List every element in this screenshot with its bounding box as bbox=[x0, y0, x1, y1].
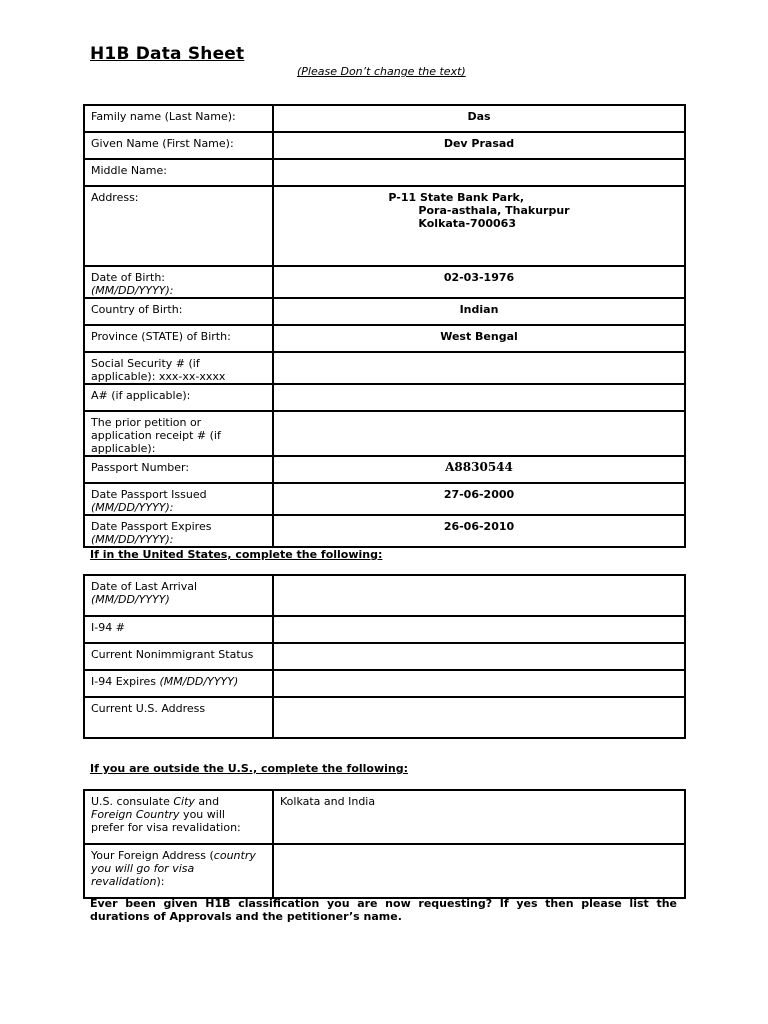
country-of-birth-value[interactable]: Indian bbox=[273, 298, 685, 325]
consulate-label-city: City bbox=[173, 795, 195, 808]
us-address-label: Current U.S. Address bbox=[84, 697, 273, 738]
outside-info-table bbox=[83, 789, 686, 899]
passport-expires-format-hint: (MM/DD/YYYY): bbox=[91, 533, 174, 546]
province-of-birth-value[interactable]: West Bengal bbox=[273, 325, 685, 352]
row-nonimmigrant-status bbox=[84, 643, 685, 670]
address-value[interactable] bbox=[273, 186, 685, 266]
address-block bbox=[388, 191, 569, 230]
us-address-value[interactable] bbox=[273, 697, 685, 738]
row-province-of-birth bbox=[84, 325, 685, 352]
i94-expires-value[interactable] bbox=[273, 670, 685, 697]
i94-label: I-94 # bbox=[84, 616, 273, 643]
last-arrival-format-hint: (MM/DD/YYYY) bbox=[91, 593, 170, 606]
prior-petition-label-line3: applicable): bbox=[91, 442, 156, 455]
last-arrival-label bbox=[84, 575, 273, 616]
a-number-value[interactable] bbox=[273, 384, 685, 411]
prior-petition-label bbox=[84, 411, 273, 456]
personal-info-table bbox=[83, 104, 686, 548]
passport-expires-label bbox=[84, 515, 273, 547]
given-name-label: Given Name (First Name): bbox=[84, 132, 273, 159]
passport-number-text: A8830544 bbox=[445, 460, 513, 474]
address-line3: Kolkata-700063 bbox=[418, 217, 516, 230]
consulate-label bbox=[84, 790, 273, 844]
passport-expires-value[interactable]: 26-06-2010 bbox=[273, 515, 685, 547]
passport-expires-label-text: Date Passport Expires bbox=[91, 520, 212, 533]
ssn-label-line2: applicable): xxx-xx-xxxx bbox=[91, 370, 226, 383]
middle-name-label: Middle Name: bbox=[84, 159, 273, 186]
family-name-value[interactable]: Das bbox=[273, 105, 685, 132]
row-last-arrival bbox=[84, 575, 685, 616]
us-section-heading: If in the United States, complete the following: bbox=[90, 548, 383, 561]
dob-label bbox=[84, 266, 273, 298]
ssn-value[interactable] bbox=[273, 352, 685, 384]
row-prior-petition bbox=[84, 411, 685, 456]
i94-value[interactable] bbox=[273, 616, 685, 643]
page-subtitle: (Please Don’t change the text) bbox=[297, 65, 466, 78]
row-dob bbox=[84, 266, 685, 298]
consulate-label-line3: prefer for visa revalidation: bbox=[91, 821, 241, 834]
row-passport-issued bbox=[84, 483, 685, 515]
passport-issued-label-text: Date Passport Issued bbox=[91, 488, 207, 501]
country-of-birth-label: Country of Birth: bbox=[84, 298, 273, 325]
passport-issued-label bbox=[84, 483, 273, 515]
prior-petition-value[interactable] bbox=[273, 411, 685, 456]
address-label: Address: bbox=[84, 186, 273, 266]
row-passport-number bbox=[84, 456, 685, 483]
h1b-history-question: Ever been given H1B classification you are now requesting? If yes then please list the durations of Approvals and the petitioner’s name. bbox=[90, 897, 677, 923]
consulate-value[interactable]: Kolkata and India bbox=[273, 790, 685, 844]
foreign-address-label-italic1: country bbox=[213, 849, 256, 862]
foreign-address-label-part1: Your Foreign Address ( bbox=[91, 849, 214, 862]
foreign-address-label-italic3: revalidation bbox=[91, 875, 157, 888]
province-of-birth-label: Province (STATE) of Birth: bbox=[84, 325, 273, 352]
consulate-label-part3: you will bbox=[179, 808, 225, 821]
row-us-address bbox=[84, 697, 685, 738]
foreign-address-label bbox=[84, 844, 273, 898]
consulate-label-part2: and bbox=[194, 795, 220, 808]
last-arrival-label-text: Date of Last Arrival bbox=[91, 580, 198, 593]
middle-name-value[interactable] bbox=[273, 159, 685, 186]
consulate-label-country: Foreign Country bbox=[91, 808, 180, 821]
foreign-address-label-end: ): bbox=[156, 875, 165, 888]
us-info-table bbox=[83, 574, 686, 739]
i94-expires-format-hint: (MM/DD/YYYY) bbox=[159, 675, 239, 688]
row-consulate bbox=[84, 790, 685, 844]
i94-expires-label-text: I-94 Expires bbox=[91, 675, 160, 688]
passport-number-label: Passport Number: bbox=[84, 456, 273, 483]
row-foreign-address bbox=[84, 844, 685, 898]
row-middle-name bbox=[84, 159, 685, 186]
passport-number-value[interactable] bbox=[273, 456, 685, 483]
row-a-number bbox=[84, 384, 685, 411]
row-ssn bbox=[84, 352, 685, 384]
row-family-name bbox=[84, 105, 685, 132]
prior-petition-label-line1: The prior petition or bbox=[91, 416, 202, 429]
row-i94 bbox=[84, 616, 685, 643]
ssn-label-line1: Social Security # (if bbox=[91, 357, 200, 370]
row-given-name bbox=[84, 132, 685, 159]
outside-section-heading: If you are outside the U.S., complete the following: bbox=[90, 762, 409, 775]
given-name-value[interactable]: Dev Prasad bbox=[273, 132, 685, 159]
i94-expires-label bbox=[84, 670, 273, 697]
row-i94-expires bbox=[84, 670, 685, 697]
row-country-of-birth bbox=[84, 298, 685, 325]
passport-issued-value[interactable]: 27-06-2000 bbox=[273, 483, 685, 515]
address-line1: P-11 State Bank Park, bbox=[388, 191, 525, 204]
last-arrival-value[interactable] bbox=[273, 575, 685, 616]
a-number-label: A# (if applicable): bbox=[84, 384, 273, 411]
nonimmigrant-status-value[interactable] bbox=[273, 643, 685, 670]
row-address bbox=[84, 186, 685, 266]
address-line2: Pora-asthala, Thakurpur bbox=[418, 204, 570, 217]
prior-petition-label-line2: application receipt # (if bbox=[91, 429, 221, 442]
family-name-label: Family name (Last Name): bbox=[84, 105, 273, 132]
foreign-address-label-italic2: you will go for visa bbox=[91, 862, 195, 875]
dob-value[interactable]: 02-03-1976 bbox=[273, 266, 685, 298]
dob-label-text: Date of Birth: bbox=[91, 271, 166, 284]
dob-format-hint: (MM/DD/YYYY): bbox=[91, 284, 174, 297]
passport-issued-format-hint: (MM/DD/YYYY): bbox=[91, 501, 174, 514]
nonimmigrant-status-label: Current Nonimmigrant Status bbox=[84, 643, 273, 670]
ssn-label bbox=[84, 352, 273, 384]
consulate-label-part1: U.S. consulate bbox=[91, 795, 174, 808]
page-title: H1B Data Sheet bbox=[90, 44, 245, 64]
row-passport-expires bbox=[84, 515, 685, 547]
foreign-address-value[interactable] bbox=[273, 844, 685, 898]
